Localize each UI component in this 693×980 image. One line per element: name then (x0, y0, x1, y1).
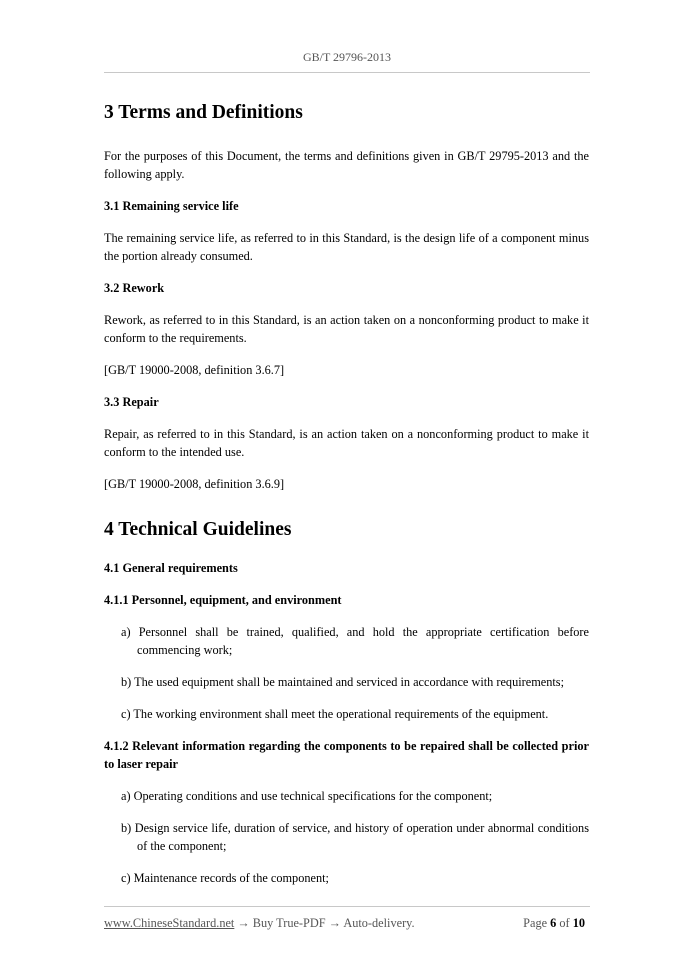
clause-3-2-reference: [GB/T 19000-2008, definition 3.6.7] (104, 363, 285, 377)
clause-3-3-reference: [GB/T 19000-2008, definition 3.6.9] (104, 477, 285, 491)
page-header (104, 50, 590, 65)
page-total: 10 (572, 916, 585, 930)
page-number: 6 (550, 916, 557, 930)
list-item: a) Personnel shall be trained, qualified, and hold the appropriate certification before commencing work; (121, 625, 589, 657)
of-label: of (559, 916, 570, 930)
page-content (104, 100, 589, 887)
clause-3-3-text: Repair, as referred to in this Standard, is an action taken on a nonconforming product to make it conform to the intended use. (104, 427, 589, 459)
page-label: Page (523, 916, 548, 930)
site-link[interactable]: www.ChineseStandard.net (104, 916, 235, 930)
clause-4-1-2-heading: 4.1.2 Relevant information regarding the components to be repaired shall be collected prior to laser repair (104, 739, 589, 771)
clause-3-3-heading: 3.3 Repair (104, 395, 159, 409)
header-divider (104, 72, 590, 73)
clause-4-1-heading: 4.1 General requirements (104, 561, 238, 575)
standard-code: GB/T 29796-2013 (302, 50, 392, 64)
clause-3-2-heading: 3.2 Rework (104, 281, 165, 295)
section-3-intro: For the purposes of this Document, the terms and definitions given in GB/T 29795-2013 and the following apply. (104, 149, 589, 181)
footer-divider (104, 906, 590, 907)
section-3-heading: 3 Terms and Definitions (104, 102, 303, 123)
page-indicator (523, 916, 585, 931)
clause-3-1-heading: 3.1 Remaining service life (104, 199, 239, 213)
clause-3-2-text: Rework, as referred to in this Standard, is an action taken on a nonconforming product to make it conform to the requirements. (104, 313, 589, 345)
list-item: c) The working environment shall meet the operational requirements of the equipment. (121, 707, 549, 721)
promo-text: → Buy True-PDF → Auto-delivery. (234, 916, 415, 930)
list-item: b) Design service life, duration of service, and history of operation under abnormal conditions of the component; (121, 821, 589, 853)
list-item: b) The used equipment shall be maintained and serviced in accordance with requirements; (121, 675, 564, 689)
clause-3-1-text: The remaining service life, as referred to in this Standard, is the design life of a component minus the portion already consumed. (104, 231, 589, 263)
list-item: a) Operating conditions and use technical specifications for the component; (121, 789, 493, 803)
footer-promo (104, 916, 415, 931)
list-item: c) Maintenance records of the component; (121, 871, 329, 885)
section-4-heading: 4 Technical Guidelines (104, 519, 292, 540)
clause-4-1-1-heading: 4.1.1 Personnel, equipment, and environment (104, 593, 342, 607)
